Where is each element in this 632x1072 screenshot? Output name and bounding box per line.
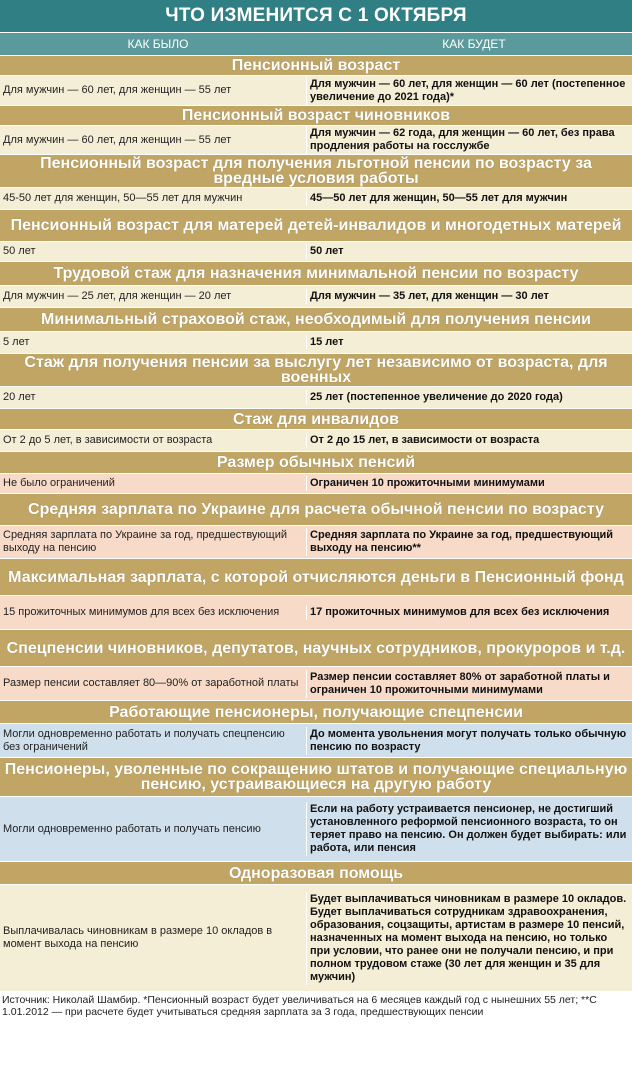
- before-value: Выплачивалась чиновникам в размере 10 окладов в момент выхода на пенсию: [3, 925, 273, 950]
- after-value: Если на работу устраивается пенсионер, не достигший установленного реформой пенсионного возраста, то он теряет право на пенсию. Он должен будет выбирать: или работа, или пенсия: [306, 802, 632, 856]
- source-footnote: Источник: Николай Шамбир. *Пенсионный возраст будет увеличиваться на 6 месяцев каждый год с нынешних 55 лет; **С 1.01.2012 — при расчете будет учитываться средняя зарплата за 3 года, предшествующих пенсии: [2, 994, 597, 1018]
- section-title: Пенсионный возраст: [0, 55, 632, 75]
- after-value: От 2 до 15 лет, в зависимости от возраста: [306, 433, 632, 448]
- comparison-row: [0, 473, 632, 493]
- after-value: Для мужчин — 62 года, для женщин — 60 лет, без права продления работы на госслужбе: [306, 126, 632, 154]
- before-value: Для мужчин — 60 лет, для женщин — 55 лет: [3, 84, 232, 96]
- section-title: Максимальная зарплата, с которой отчисляются деньги в Пенсионный фонд: [0, 558, 632, 595]
- column-headers: [0, 33, 632, 55]
- page-title: ЧТО ИЗМЕНИТСЯ С 1 ОКТЯБРЯ: [0, 0, 632, 32]
- after-value: Размер пенсии составляет 80% от заработной платы и ограничен 10 прожиточными минимумами: [306, 670, 632, 698]
- after-value: 15 лет: [306, 335, 632, 350]
- before-value: От 2 до 5 лет, в зависимости от возраста: [3, 434, 213, 446]
- section-retirement-age: [0, 55, 632, 105]
- section-title: Пенсионеры, уволенные по сокращению штатов и получающие специальную пенсию, устраивающиеся на другую работу: [0, 757, 632, 796]
- section-title: Средняя зарплата по Украине для расчета обычной пенсии по возрасту: [0, 493, 632, 525]
- before-value: 50 лет: [3, 245, 36, 257]
- before-value: 20 лет: [3, 391, 36, 403]
- column-header-before: КАК БЫЛО: [127, 37, 189, 51]
- section-title: Спецпенсии чиновников, депутатов, научных сотрудников, прокуроров и т.д.: [0, 629, 632, 666]
- comparison-row: [0, 125, 632, 154]
- comparison-row: [0, 796, 632, 861]
- after-value: 45—50 лет для женщин, 50—55 лет для мужчин: [306, 191, 632, 206]
- section-title: Пенсионный возраст для матерей детей-инвалидов и многодетных матерей: [0, 209, 632, 241]
- section-minimum-insurance-service: [0, 307, 632, 353]
- after-value: До момента увольнения могут получать только обычную пенсию по возрасту: [306, 727, 632, 755]
- section-title: Пенсионный возраст для получения льготной пенсии по возрасту за вредные условия работы: [0, 154, 632, 187]
- section-title: Размер обычных пенсий: [0, 451, 632, 473]
- section-title: Одноразовая помощь: [0, 861, 632, 884]
- comparison-row: [0, 331, 632, 353]
- comparison-row: [0, 241, 632, 261]
- before-value: Размер пенсии составляет 80—90% от заработной платы: [3, 677, 299, 689]
- before-value: Не было ограничений: [3, 477, 115, 489]
- before-value: 15 прожиточных минимумов для всех без исключения: [3, 606, 280, 618]
- comparison-row: [0, 723, 632, 757]
- section-title: Стаж для инвалидов: [0, 408, 632, 429]
- section-title: Работающие пенсионеры, получающие спецпенсии: [0, 700, 632, 723]
- before-value: Средняя зарплата по Украине за год, предшествующий выходу на пенсию: [3, 529, 288, 554]
- section-regular-pension-size: [0, 451, 632, 493]
- section-officials-retirement-age: [0, 105, 632, 154]
- before-value: 5 лет: [3, 336, 30, 348]
- comparison-row: [0, 386, 632, 408]
- before-value: Для мужчин — 60 лет, для женщин — 55 лет: [3, 133, 232, 146]
- after-value: 17 прожиточных минимумов для всех без исключения: [306, 605, 632, 620]
- section-working-pensioners: [0, 700, 632, 757]
- section-special-pensions: [0, 629, 632, 700]
- comparison-row: [0, 187, 632, 209]
- section-maximum-salary: [0, 558, 632, 629]
- section-title: Трудовой стаж для назначения минимальной пенсии по возрасту: [0, 261, 632, 285]
- after-value: Средняя зарплата по Украине за год, предшествующий выходу на пенсию**: [306, 528, 632, 556]
- column-header-after: КАК БУДЕТ: [442, 37, 506, 51]
- section-title: Стаж для получения пенсии за выслугу лет независимо от возраста, для военных: [0, 353, 632, 386]
- after-value: Будет выплачиваться чиновникам в размере 10 окладов. Будет выплачиваться сотрудникам здравоохранения, образования, соцзащиты, артистам в размере 10 пенсий, назначенных на момент выхода на пенсию, но только при условии, что ранее они не получали пенсию, и при полном трудовом стаже (30 лет для женщин и 35 для мужчин): [306, 892, 632, 985]
- after-value: Ограничен 10 прожиточными минимумами: [306, 476, 632, 491]
- section-dismissed-pensioners: [0, 757, 632, 861]
- comparison-row: [0, 666, 632, 700]
- comparison-row: [0, 884, 632, 991]
- after-value: Для мужчин — 60 лет, для женщин — 60 лет (постепенное увеличение до 2021 года)*: [306, 77, 632, 105]
- before-value: Могли одновременно работать и получать спецпенсию без ограничений: [3, 727, 285, 753]
- section-disabled-service: [0, 408, 632, 451]
- section-military-service-pension: [0, 353, 632, 408]
- before-value: Для мужчин — 25 лет, для женщин — 20 лет: [3, 290, 232, 302]
- comparison-row: [0, 595, 632, 629]
- comparison-row: [0, 285, 632, 307]
- before-value: Могли одновременно работать и получать пенсию: [3, 822, 261, 835]
- comparison-row: [0, 429, 632, 451]
- section-minimum-pension-service: [0, 261, 632, 307]
- section-mothers-retirement-age: [0, 209, 632, 261]
- section-title: Минимальный страховой стаж, необходимый для получения пенсии: [0, 307, 632, 331]
- comparison-row: [0, 525, 632, 558]
- section-title: Пенсионный возраст чиновников: [0, 105, 632, 125]
- after-value: 50 лет: [306, 244, 632, 259]
- section-hazardous-work-pension: [0, 154, 632, 209]
- section-average-salary: [0, 493, 632, 558]
- after-value: Для мужчин — 35 лет, для женщин — 30 лет: [306, 289, 632, 304]
- before-value: 45-50 лет для женщин, 50—55 лет для мужчин: [3, 192, 243, 204]
- after-value: 25 лет (постепенное увеличение до 2020 года): [306, 390, 632, 405]
- comparison-row: [0, 75, 632, 105]
- section-one-time-payment: [0, 861, 632, 991]
